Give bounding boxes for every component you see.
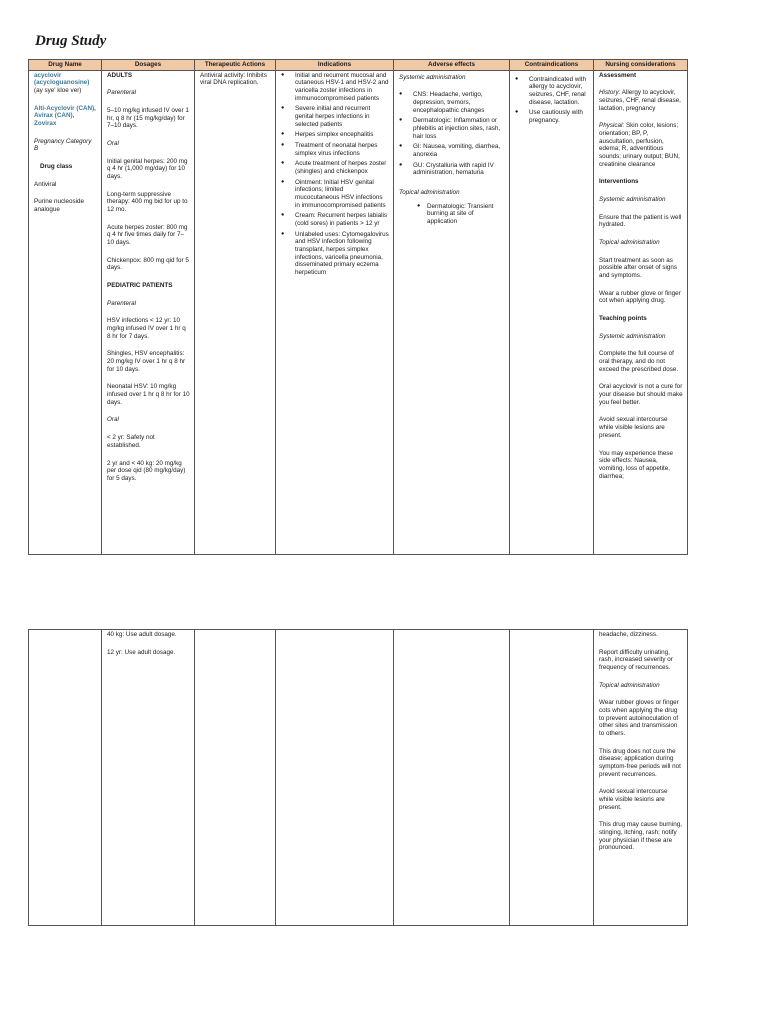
list-item: ● GI: Nausea, vomiting, diarrhea, anorexia <box>399 143 505 158</box>
nursing-text: Avoid sexual intercourse while visible lesions are present. <box>599 788 668 811</box>
nursing-text: This drug may cause burning, stinging, itching, rash; notify your physician if these are pronounced. <box>599 821 682 852</box>
assessment-heading: Assessment <box>599 71 637 79</box>
nursing-text: headache, dizziness. <box>599 631 658 638</box>
nursing-text: Wear a rubber glove or finger cot when applying drug. <box>599 289 681 305</box>
physical-text <box>599 122 683 168</box>
physical-label: Physical: <box>599 122 625 130</box>
pediatric-heading: PEDIATRIC PATIENTS <box>107 282 173 290</box>
topical-label: Topical administration <box>599 239 660 247</box>
therapeutic-actions-cell <box>195 630 276 926</box>
systemic-label: Systemic administration <box>599 332 666 340</box>
drug-brands: Alti-Acyclovir (CAN), Avirax (CAN), Zovirax <box>34 104 96 128</box>
list-item: ● Cream: Recurrent herpes labialis (cold sores) in patients > 12 yr <box>281 212 389 227</box>
therapeutic-actions-cell <box>195 70 276 554</box>
page-title: Drug Study <box>35 33 107 49</box>
list-item: ● Dermatologic: Transient burning at site of application <box>417 203 505 226</box>
dosage-text: 5–10 mg/kg infused IV over 1 hr, q 8 hr (15 mg/kg/day) for 7–10 days. <box>107 107 189 130</box>
history-value: Allergy to acyclovir, seizures, CHF, renal disease, lactation, pregnancy <box>599 89 681 112</box>
nursing-text: This drug does not cure the disease; application during symptom-free periods will not prevent recurrences. <box>599 747 681 778</box>
teaching-heading: Teaching points <box>599 315 647 323</box>
header-nursing-considerations: Nursing considerations <box>594 60 688 71</box>
header-therapeutic-actions: Therapeutic Actions <box>195 60 276 71</box>
dosage-text: Initial genital herpes: 200 mg q 4 hr (1,000 mg/day) for 10 days. <box>107 157 188 181</box>
adverse-effects-cell <box>394 70 510 554</box>
dosage-text: Shingles, HSV encephalitis: 20 mg/kg IV over 1 hr q 8 hr for 10 days. <box>107 350 186 373</box>
drug-class-label: Drug class <box>40 163 73 171</box>
drug-name-cell <box>29 70 102 554</box>
systemic-label: Systemic administration <box>399 73 466 81</box>
nursing-text: Avoid sexual intercourse while visible lesions are present. <box>599 416 668 439</box>
history-label: History: <box>599 89 621 97</box>
dosage-text: 2 yr and < 40 kg: 20 mg/kg per dose qid (80 mg/kg/day) for 5 days. <box>107 459 186 482</box>
nursing-text: Oral acyclovir is not a cure for your disease but should make you feel better. <box>599 383 683 406</box>
drug-class-1: Antiviral <box>34 180 57 188</box>
topical-label: Topical administration <box>399 189 460 197</box>
header-contraindications: Contraindications <box>510 60 594 71</box>
nursing-considerations-cell <box>594 70 688 554</box>
header-indications: Indications <box>276 60 394 71</box>
adverse-list <box>399 91 505 177</box>
action-text: Antiviral activity: Inhibits viral DNA replication. <box>200 71 267 87</box>
adverse-effects-cell <box>394 630 510 926</box>
list-item: ● Ointment: Initial HSV genital infections; limited mucocutaneous HSV infections in immunocompromised patients <box>281 179 389 210</box>
dosage-text: 40 kg: Use adult dosage. <box>107 631 177 638</box>
topical-label: Topical administration <box>599 681 660 689</box>
dosage-text: Long-term suppressive therapy: 400 mg bid for up to 12 mo. <box>107 190 188 214</box>
list-item: ● Unlabeled uses: Cytomegalovirus and HSV infection following transplant, herpes simplex infections, varicella pneumonia, disseminated primary eczema herpeticum <box>281 231 389 277</box>
interventions-heading: Interventions <box>599 178 639 186</box>
indications-list <box>281 72 389 277</box>
table-header-row <box>29 60 688 71</box>
nursing-text: Report difficulty urinating, rash, increased severity or frequency of recurrences. <box>599 648 673 672</box>
dosage-text: Acute herpes zoster: 800 mg q 4 hr five times daily for 7–10 days. <box>107 223 188 247</box>
list-item: ● Acute treatment of herpes zoster (shingles) and chickenpox <box>281 160 389 175</box>
header-adverse-effects: Adverse effects <box>394 60 510 71</box>
nursing-text: You may experience these side effects: Nausea, vomiting, loss of appetite, diarrhea; <box>599 449 673 480</box>
dosages-cell <box>102 630 195 926</box>
nursing-text: Complete the full course of oral therapy, and do not exceed the prescribed dose. <box>599 350 679 373</box>
drug-pronunciation: (ay sye' kloe ver) <box>34 87 82 95</box>
dosage-text: HSV infections < 12 yr: 10 mg/kg infused IV over 1 hr q 8 hr for 7 days. <box>107 317 186 340</box>
dosage-text: < 2 yr: Safety not established. <box>107 434 155 449</box>
header-drug-name: Drug Name <box>29 60 102 71</box>
list-item: ● Dermatologic: Inflammation or phlebitis at injection sites, rash, hair loss <box>399 117 505 140</box>
history-text <box>599 89 683 112</box>
dosages-cell <box>102 70 195 554</box>
drug-class-2: Purine nucleoside analogue <box>34 198 85 214</box>
physical-value: Skin color, lesions; orientation; BP, P, auscultation, perfusion, edema; R, adventitious sounds; urinary output; BUN, creatinine clearance <box>599 122 680 168</box>
drug-name: acyclovir <box>34 71 62 79</box>
contraindications-list <box>515 76 589 125</box>
list-item: ● Treatment of neonatal herpes simplex virus infections <box>281 142 389 157</box>
dosage-text: Neonatal HSV: 10 mg/kg infused over 1 hr q 8 hr for 10 days. <box>107 383 190 406</box>
nursing-text: Wear rubber gloves or finger cots when applying the drug to prevent autoinoculation of other sites and transmission to others. <box>599 699 679 738</box>
adults-heading: ADULTS <box>107 71 133 79</box>
list-item: ● GU: Crystalluria with rapid IV administration, hematuria <box>399 162 505 177</box>
parenteral-label: Parenteral <box>107 89 137 97</box>
oral-label: Oral <box>107 416 119 424</box>
list-item: ● Herpes simplex encephalitis <box>281 131 389 139</box>
indications-cell <box>276 630 394 926</box>
drug-study-table-continued <box>28 629 688 926</box>
pregnancy-category: Pregnancy Category B <box>34 137 92 153</box>
list-item: ● Use cautiously with pregnancy. <box>515 109 589 124</box>
table-row <box>29 70 688 554</box>
nursing-text: Ensure that the patient is well hydrated. <box>599 213 682 229</box>
header-dosages: Dosages <box>102 60 195 71</box>
drug-name-cell <box>29 630 102 926</box>
list-item: ● CNS: Headache, vertigo, depression, tremors, encephalopathic changes <box>399 91 505 114</box>
list-item: ● Contraindicated with allergy to acyclovir, seizures, CHF, renal disease, lactation. <box>515 76 589 107</box>
contraindications-cell <box>510 630 594 926</box>
indications-cell <box>276 70 394 554</box>
topical-adverse-list <box>417 203 505 226</box>
list-item: ● Initial and recurrent mucosal and cutaneous HSV-1 and HSV-2 and varicella zoster infections in immunocompromised patients <box>281 72 389 103</box>
contraindications-cell <box>510 70 594 554</box>
dosage-text: 12 yr: Use adult dosage. <box>107 648 176 656</box>
systemic-label: Systemic administration <box>599 196 666 204</box>
nursing-text: Start treatment as soon as possible after onset of signs and symptoms. <box>599 256 678 280</box>
drug-alt-name: (acycloguanosine) <box>34 79 90 87</box>
dosage-text: Chickenpox: 800 mg qid for 5 days. <box>107 256 189 272</box>
nursing-considerations-cell <box>594 630 688 926</box>
parenteral-label: Parenteral <box>107 299 137 307</box>
oral-label: Oral <box>107 140 119 148</box>
drug-study-table <box>28 59 688 555</box>
list-item: ● Severe initial and recurrent genital herpes infections in selected patients <box>281 105 389 128</box>
table-row <box>29 630 688 926</box>
